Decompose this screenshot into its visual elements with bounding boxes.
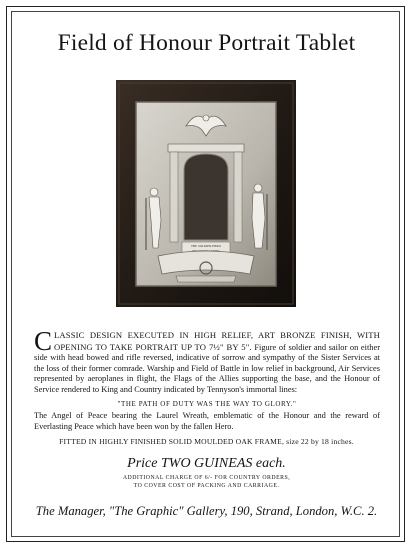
description-closing: The Angel of Peace bearing the Laurel Wreath, emblematic of the Honour and the reward of Everlasting Peace which have been won by the fallen Hero. <box>34 411 380 431</box>
description-paragraph: Figure of soldier and sailor on either side with head bowed and rifle reversed, indicative of sorrow and sympathy of the Sister Services at the loss of their former comrade. Warship and Field of Battle in low relief in background, Air Services represented by aeroplanes in flight, the Flags of the Allies supporting the base, and the Honour of Service rendered to King and Country indicated by Tennyson's immortal lines: <box>34 342 380 394</box>
price-line: Price TWO GUINEAS each. <box>127 456 286 471</box>
right-column <box>234 152 242 242</box>
tablet-photograph <box>116 80 296 307</box>
additional-charge-line-1: ADDITIONAL CHARGE OF 6/- FOR COUNTRY ORDERS, <box>122 475 291 481</box>
tablet-inscription-line-1: THE SOLDIER HERO <box>191 244 221 248</box>
description-lead: LASSIC DESIGN EXECUTED IN HIGH RELIEF, ART BRONZE FINISH, WITH OPENING TO TAKE PORTRAIT UP TO 7½" BY 5". <box>54 330 380 352</box>
drop-cap: C <box>34 326 53 356</box>
portrait-opening <box>184 154 228 240</box>
left-column <box>170 152 178 242</box>
frame-details: FITTED IN HIGHLY FINISHED SOLID MOULDED OAK FRAME, size 22 by 18 inches. <box>59 437 354 446</box>
gallery-address: The Manager, "The Graphic" Gallery, 190, Strand, London, W.C. 2. <box>35 504 378 518</box>
description-text <box>34 326 380 432</box>
page-title: Field of Honour Portrait Tablet <box>57 30 356 56</box>
tennyson-quote: "THE PATH OF DUTY WAS THE WAY TO GLORY." <box>117 399 297 408</box>
additional-charge-line-2: TO COVER COST OF PACKING AND CARRIAGE. <box>133 483 280 489</box>
